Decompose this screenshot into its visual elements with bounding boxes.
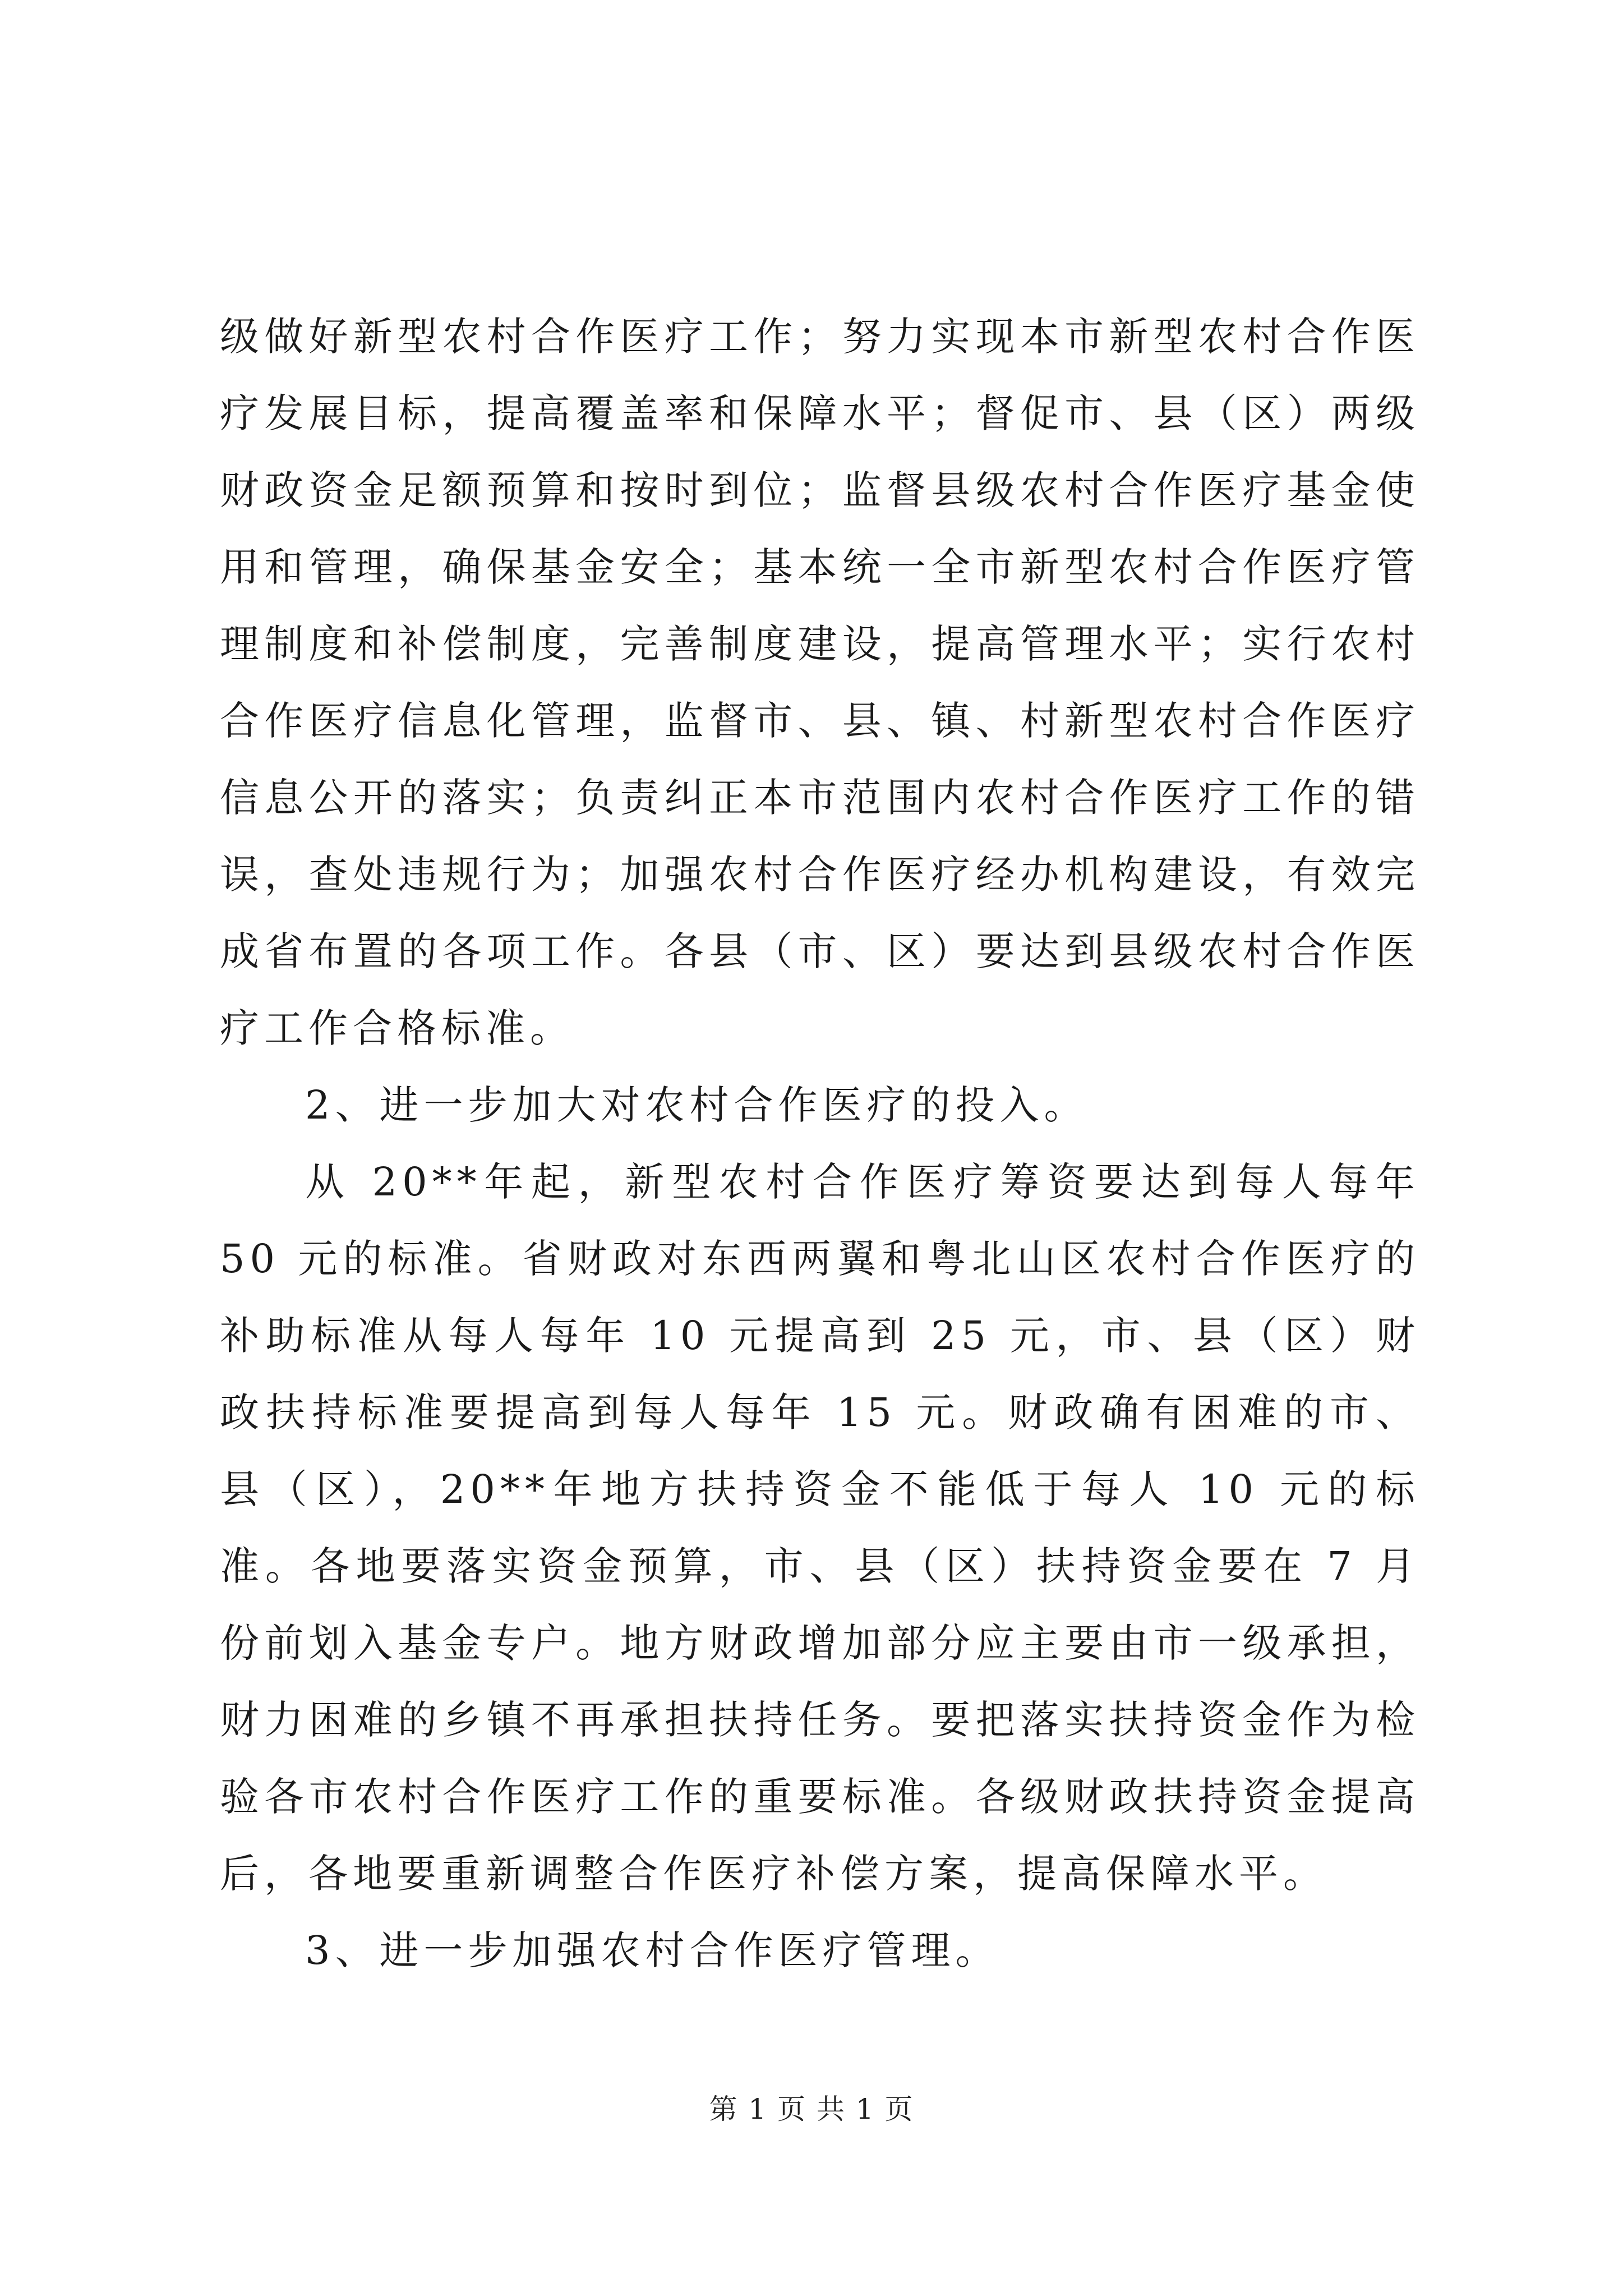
document-body — [220, 298, 1420, 1989]
heading-strengthen-management: 3、进一步加强农村合作医疗管理。 — [305, 1927, 1000, 1973]
paragraph-funding-standards: 从 20**年起，新型农村合作医疗筹资要达到每人每年 50 元的标准。省财政对东西两翼和粤北山区农村合作医疗的补助标准从每人每年 10 元提高到 25 元，市、县（区）财政扶持标准要提高到每人每年 15 元。财政确有困难的市、县（区），20**年地方扶持资金不能低于每人 10 元的标准。各地要落实资金预算，市、县（区）扶持资金要在 7 月份前划入基金专户。地方财政增加部分应主要由市一级承担，财力困难的乡镇不再承担扶持任务。要把落实扶持资金作为检验各市农村合作医疗工作的重要标准。各级财政扶持资金提高后，各地要重新调整合作医疗补偿方案，提高保障水平。 — [220, 1159, 1420, 1897]
page-footer: 第 1 页 共 1 页 — [709, 2093, 914, 2125]
heading-increase-investment: 2、进一步加大对农村合作医疗的投入。 — [305, 1082, 1089, 1128]
paragraph-duties: 级做好新型农村合作医疗工作；努力实现本市新型农村合作医疗发展目标，提高覆盖率和保障水平；督促市、县（区）两级财政资金足额预算和按时到位；监督县级农村合作医疗基金使用和管理，确保基金安全；基本统一全市新型农村合作医疗管理制度和补偿制度，完善制度建设，提高管理水平；实行农村合作医疗信息化管理，监督市、县、镇、村新型农村合作医疗信息公开的落实；负责纠正本市范围内农村合作医疗工作的错误，查处违规行为；加强农村合作医疗经办机构建设，有效完成省布置的各项工作。各县（市、区）要达到县级农村合作医疗工作合格标准。 — [220, 314, 1420, 1051]
